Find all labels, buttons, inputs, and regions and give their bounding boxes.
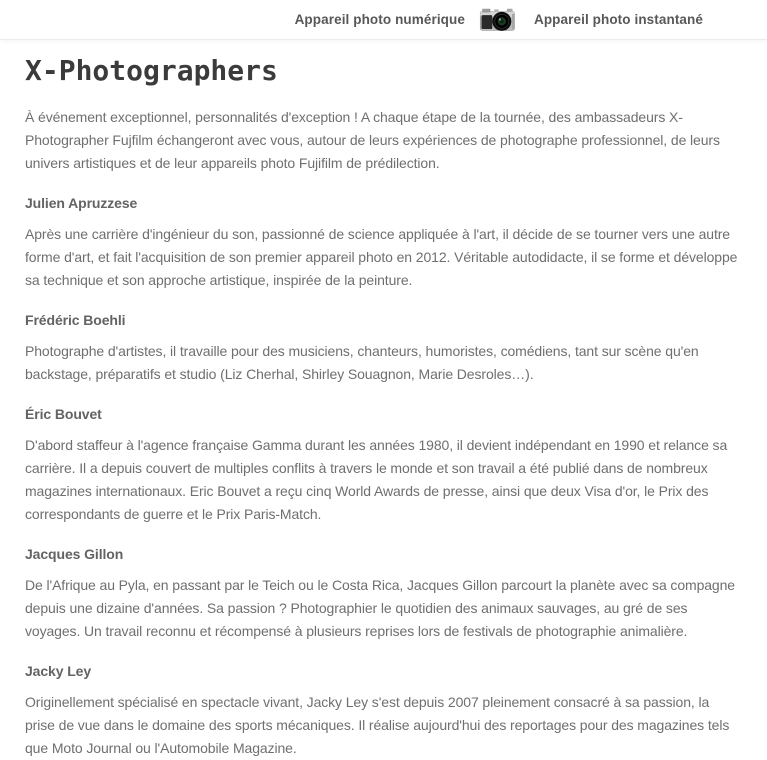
camera-icon[interactable]: [479, 6, 517, 33]
photographer-name: Jacques Gillon: [25, 546, 124, 562]
photographer-section: [25, 662, 742, 760]
content: [0, 55, 767, 760]
photographer-section: [25, 545, 742, 643]
photographer-name: Éric Bouvet: [25, 406, 102, 422]
photographer-bio: Photographe d'artistes, il travaille pour des musiciens, chanteurs, humoristes, comédiens, tant sur scène qu'en backstage, préparatifs et studio (Liz Cherhal, Shirley Souagnon, Marie Desroles…).: [25, 343, 699, 382]
photographer-bio: Originellement spécialisé en spectacle vivant, Jacky Ley s'est depuis 2007 pleinement consacré à sa passion, la prise de vue dans le domaine des sports mécaniques. Il réalise aujourd'hui des reportages pour des magazines tels que Moto Journal ou l'Automobile Magazine.: [25, 694, 730, 756]
top-nav: [0, 0, 767, 40]
nav-link-digital-camera[interactable]: Appareil photo numérique: [294, 12, 465, 27]
photographer-name: Jacky Ley: [25, 663, 92, 679]
photographer-name: Frédéric Boehli: [25, 312, 126, 328]
photographer-section: [25, 194, 742, 292]
photographer-bio: D'abord staffeur à l'agence française Gamma durant les années 1980, il devient indépendant en 1990 et relance sa carrière. Il a depuis couvert de multiples conflits à travers le monde et son travail a été publié dans de nombreux magazines internationaux. Eric Bouvet a reçu cinq World Awards de presse, ainsi que deux Visa d'or, le Prix des correspondants de guerre et le Prix Paris-Match.: [25, 437, 728, 522]
photographer-bio: Après une carrière d'ingénieur du son, passionné de science appliquée à l'art, il décide de se tourner vers une autre forme d'art, et fait l'acquisition de son premier appareil photo en 2012. Véritable autodidacte, il se forme et développe sa technique et son approche artistique, inspirée de la peinture.: [25, 226, 738, 288]
photographer-name: Julien Apruzzese: [25, 195, 138, 211]
photographer-section: [25, 311, 742, 386]
nav-link-instant-camera[interactable]: Appareil photo instantané: [533, 12, 703, 27]
photographer-bio: De l'Afrique au Pyla, en passant par le Teich ou le Costa Rica, Jacques Gillon parcourt la planète avec sa compagne depuis une dizaine d'années. Sa passion ? Photographier le quotidien des animaux sauvages, au gré de ses voyages. Un travail reconnu et récompensé à plusieurs reprises lors de festivals de photographie animalière.: [25, 577, 735, 639]
page-title: X-Photographers: [25, 54, 278, 87]
site-header: [0, 0, 767, 40]
photographer-section: [25, 405, 742, 526]
intro-paragraph: À événement exceptionnel, personnalités d'exception ! A chaque étape de la tournée, des ambassadeurs X-Photographer Fujfilm échangeront avec vous, autour de leurs expériences de photographe professionnel, de leurs univers artistiques et de leur appareils photo Fujifilm de prédilection.: [25, 109, 720, 171]
